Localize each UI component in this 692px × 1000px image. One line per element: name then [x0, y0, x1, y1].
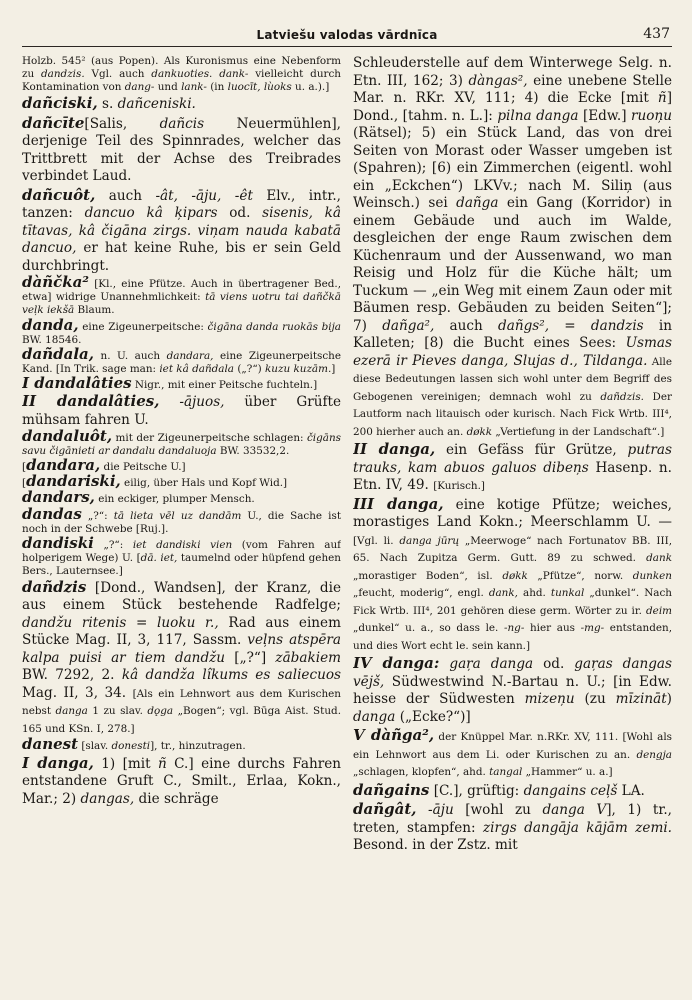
left-column — [22, 55, 341, 856]
definition-text: mit der Zigeunerpeitsche schlagen: — [112, 432, 307, 445]
etymology-note: [Kurisch.] — [433, 480, 485, 492]
dictionary-entry — [353, 655, 672, 726]
headword: III danga, — [353, 494, 444, 513]
example-text: gaŗas dangas vējš, — [353, 656, 672, 690]
etymology-note: [Als ein Lehnwort aus dem Kurischen nebst — [22, 687, 341, 718]
example-text: pilna danga — [497, 107, 579, 124]
definition-text: [slav. — [78, 740, 112, 753]
example-text: dandzis. — [41, 68, 85, 81]
definition-text: auch — [95, 187, 156, 204]
etymology-note: „dunkel“ u. a., so dass le. — [353, 622, 504, 634]
dictionary-entry — [22, 55, 341, 94]
headword: danda, — [22, 315, 79, 334]
definition-text: Schleuderstelle auf dem Winterwege Selg. n. Etn. III, 162; 3) — [353, 55, 672, 89]
definition-text: er hat keine Ruhe, bis er sein Geld durchbringt. — [22, 240, 341, 274]
example-text: iet dandiski vien — [132, 538, 233, 551]
definition-text: Südwestwind N.-Bartau n. U.; [in Edw. heisse der Südwesten — [353, 673, 672, 707]
definition-text: auch — [434, 317, 499, 334]
example-text: dā. iet, — [140, 551, 178, 564]
example-text: Usmas ezerā ir Pieves danga, Slujas d., Tildanga. — [353, 335, 672, 369]
headword: dañcuôt, — [22, 185, 96, 204]
example-text: kâ dandža lîkums es saliecuos — [121, 667, 341, 684]
etymology-form: dunken — [632, 569, 672, 582]
example-text: -ājuos, — [179, 394, 225, 411]
etymology-note: [Vgl. li. — [353, 534, 400, 547]
headword: II danga, — [353, 440, 436, 458]
definition-text: [Salis, — [84, 115, 160, 132]
headword: dandas — [22, 504, 82, 523]
headword: I dandalâties — [22, 373, 132, 392]
example-text: zirgs dangāja kājām zemi. — [483, 819, 672, 836]
etymology-note: „feucht, moderig“, engl. — [353, 587, 489, 599]
headword: IV danga: — [353, 654, 440, 672]
definition-text: [ — [22, 477, 27, 490]
etymology-note: „schlagen, klopfen“, ahd. — [353, 766, 490, 778]
running-title: Latviešu valodas vārdnīca — [256, 28, 438, 42]
etymology-form: tangal — [489, 766, 523, 778]
example-text: luocīt, lùoks — [227, 81, 292, 94]
definition-text: ], tr., hinzutragen. — [150, 740, 246, 753]
example-text: zābakiem — [275, 649, 341, 666]
etymology-note: entstanden, und dies Wort echt le. sein kann.] — [353, 622, 672, 652]
example-text: lank- — [181, 81, 207, 94]
definition-text: (vom Fahren auf holperigem Wege) U. [ — [22, 538, 341, 564]
etymology-form: danga jūrų — [399, 534, 460, 547]
etymology-note: „Meerwoge“ nach Fortunatov BB. III, 65. Nach Zupitza Germ. Gutt. 89 zu schwed. — [353, 534, 672, 564]
etymology-form: dank — [646, 552, 672, 564]
definition-text: eine Zigeunerpeitsche: — [78, 320, 208, 333]
dictionary-entry — [353, 441, 672, 495]
definition-text: über Grüfte mühsam fahren U. — [22, 394, 341, 428]
definition-text: ein Gefäss für Grütze, — [435, 442, 628, 458]
definition-text: vielleicht durch Kontamination von — [22, 68, 341, 94]
example-text: ñ — [657, 90, 667, 106]
dictionary-entry — [22, 504, 341, 536]
headword: dàñčka² — [22, 273, 89, 292]
definition-text: LA. — [617, 782, 645, 799]
etymology-form: dengja — [636, 748, 672, 761]
definition-text: n. U. auch — [93, 349, 167, 362]
definition-text: Blaum. — [74, 304, 115, 317]
definition-text: s. — [97, 96, 118, 113]
example-text: iet kâ dañdala — [159, 362, 235, 375]
definition-text: („?“) — [234, 362, 265, 375]
dictionary-entry — [22, 755, 341, 809]
headword: dandaluôt, — [22, 427, 113, 446]
example-text: dandara, — [166, 349, 214, 362]
definition-text: od. — [533, 656, 575, 672]
definition-text: die Peitsche U.] — [100, 461, 186, 474]
definition-text: Holzb. 545² (aus Popen). Als Kuronismus eine Nebenform zu — [22, 55, 341, 81]
definition-text: ] Dond., [tahm. n. L.]: — [353, 90, 672, 124]
example-text: dañcis — [159, 115, 205, 132]
headword: V dàñga², — [353, 726, 435, 744]
definition-text: u. a.).] — [291, 81, 330, 94]
dictionary-entry — [22, 735, 341, 754]
dictionary-entry — [22, 315, 341, 347]
headword: dañgains — [353, 780, 430, 799]
definition-text: BW. 33532,2. — [216, 445, 290, 458]
headword: dandariski, — [26, 472, 121, 491]
definition-text: Rad aus einem Stücke Mag. II, 3, 117, Sassm. — [22, 614, 341, 649]
etymology-form: dǫga — [147, 705, 174, 718]
definition-text: [ — [22, 461, 27, 474]
example-text: tā viens uotru tai dañčkā veļk iekšā — [22, 291, 341, 317]
definition-text: ein Gang (Korridor) in einem Gebäude und auch im Walde, desgleichen der enge Raum zwischen dem Küchenraum und der Aussenwand, wo man Reisig und Holz für die Küche hält; um Tuckum — „ein Weg mit einem Zaun oder mit Bäumen resp. Gebäuden zu beiden Seiten“]; 7) — [353, 195, 672, 334]
definition-text: und — [154, 81, 182, 94]
definition-text: BW. 18546. — [22, 333, 82, 346]
definition-text: (zu — [574, 691, 616, 707]
etymology-form: tunkal — [550, 587, 585, 599]
dictionary-entry — [22, 393, 341, 429]
dictionary-entry — [22, 115, 341, 186]
example-text: kuzu kuzām. — [265, 362, 332, 375]
definition-text — [439, 656, 449, 672]
definition-text: eine Zigeunerpeitsche Kand. [In Trik. sage man: — [22, 349, 341, 375]
definition-text: „?“: — [93, 538, 133, 551]
definition-text: Hasenp. n. Etn. IV, 49. — [353, 459, 672, 493]
etymology-form: dañdzis. — [600, 390, 644, 403]
etymology-note: „Vertiefung in der Landschaft“.] — [492, 425, 665, 438]
definition-text: ], 1) tr., treten, stampfen: — [353, 802, 672, 836]
definition-text: [Dond., Wandsen], der Kranz, die aus einem Stück bestehende Radfelge; — [22, 579, 341, 614]
definition-text: eilig, über Hals und Kopf Wid.] — [120, 477, 288, 490]
example-text: danga V — [542, 802, 607, 818]
headword: dandars, — [22, 488, 95, 507]
headword: dañdala, — [22, 344, 94, 363]
example-text: dañga — [456, 195, 499, 211]
example-text: dangas, — [80, 790, 135, 807]
page-number: 437 — [643, 26, 670, 42]
headword: dañcīte — [22, 113, 85, 132]
example-text: čigāna danda ruokās bija — [207, 320, 341, 333]
example-text: dañgs², = dandzis — [498, 317, 644, 334]
definition-text: taumelnd oder hüpfend gehen Bers., Lauternsee.] — [22, 551, 341, 577]
etymology-note: „dunkel“. Nach Fick Wrtb. III⁴, 201 gehören diese germ. Wörter zu ir. — [353, 587, 672, 617]
etymology-form: dank, — [488, 587, 518, 599]
page-header — [22, 24, 672, 47]
etymology-note: Der Lautform nach litauisch oder kurisch. Nach Fick Wrtb. III⁴, 200 hierher auch an. — [353, 390, 672, 438]
definition-text: die schräge — [134, 790, 219, 807]
etymology-note: 1 zu slav. — [87, 705, 148, 718]
etymology-note: hier aus — [524, 622, 581, 634]
definition-text: [Kl., eine Pfütze. Auch in übertragener Bed., etwa] widrige Unannehmlichkeit: — [22, 278, 341, 304]
etymology-note: ahd. — [517, 587, 551, 599]
definition-text: Mag. II, 3, 34. — [22, 684, 133, 701]
example-text: donesti — [111, 740, 151, 753]
definition-text: [Edw.] — [578, 107, 632, 124]
example-text: ñ — [157, 755, 167, 772]
definition-text: ) — [666, 691, 672, 707]
etymology-form: danga — [55, 705, 88, 718]
right-column — [353, 55, 672, 856]
dictionary-entry — [353, 55, 672, 440]
example-text: tā lieta vēl uz dandām — [113, 509, 242, 522]
example-text: ruoņu — [631, 107, 672, 124]
headword: I danga, — [22, 753, 94, 772]
example-text: mizeņu — [524, 691, 575, 707]
dictionary-entry — [353, 727, 672, 781]
etymology-form: -ng- — [503, 622, 525, 634]
etymology-form: -mg- — [580, 622, 605, 634]
headword: II dandalâties, — [22, 392, 160, 411]
example-text: danga — [353, 708, 396, 725]
definition-text: in Kalleten; [8) die Bucht eines Sees: — [353, 317, 672, 351]
dictionary-entry — [22, 187, 341, 276]
definition-text: Elv., intr., tanzen: — [22, 187, 341, 222]
dictionary-entry — [353, 782, 672, 801]
definition-text — [159, 394, 179, 410]
definition-text: 1) [mit — [93, 755, 158, 772]
example-text: dandžu ritenis = luoku r., — [22, 614, 219, 631]
headword: dandara, — [26, 456, 101, 475]
definition-text: [wohl zu — [453, 802, 543, 818]
etymology-note: „Bogen“; vgl. Būga Aist. Stud. 165 und KSn. I, 278.] — [22, 705, 341, 735]
definition-text: ein eckiger, plumper Mensch. — [94, 493, 255, 506]
dictionary-entry — [353, 801, 672, 855]
definition-text: (Rätsel); 5) ein Stück Land, das von drei Seiten von Morast oder Wasser umgeben ist (Spahren); [6) ein Zimmerchen (eigentl. wohl ein „Eckchen“) LKVv.; nach M. Siliņ (aus Weinsch.) sei — [353, 125, 672, 211]
example-text: dancuo kâ ķipars — [84, 205, 218, 222]
definition-text: ] — [331, 362, 336, 375]
etymology-note: „Hammer“ u. a.] — [522, 766, 613, 778]
definition-text: Neuermühlen], derjenige Teil des Spinnrades, welcher das Trittbrett mit der Achse des Treibrades verbindet Laud. — [22, 115, 341, 185]
example-text: sisenis, kâ tītavas, kâ čigāna zirgs. viņam nauda kabatā dancuo, — [22, 205, 341, 257]
definition-text: C.] eine durchs Fahren entstandene Gruft C., Smilt., Erlaa, Kokn., Mar.; 2) — [22, 755, 341, 807]
headword: dañciski, — [22, 94, 98, 113]
example-text: dangains ceļš — [523, 782, 618, 799]
definition-text: Nigr., mit einer Peitsche fuchteln.] — [131, 378, 318, 391]
headword: dañdzis — [22, 577, 87, 596]
example-text: dankuoties. dank- — [151, 68, 249, 81]
definition-text: (in — [206, 81, 228, 94]
definition-text: od. — [217, 205, 263, 222]
dictionary-entry — [22, 95, 341, 114]
definition-text: („Ecke?“)] — [395, 708, 471, 725]
dictionary-entry — [22, 579, 341, 738]
etymology-note: der Knüppel Mar. n.RKr. XV, 111. [Wohl als ein Lehnwort aus dem Li. oder Kurischen zu an. — [353, 731, 672, 761]
example-text: -ât, -āju, -êt — [155, 187, 253, 204]
dictionary-entry — [22, 533, 341, 578]
example-text: veļns atspēra kalpa puisi ar tiem dandžu — [22, 632, 341, 666]
dictionary-entry — [22, 344, 341, 376]
definition-text: BW. 7292, 2. — [22, 667, 122, 684]
example-text: gaŗa danga — [449, 656, 534, 672]
definition-text: Vgl. auch — [84, 68, 152, 81]
etymology-note: „Pfütze“, norw. — [527, 569, 633, 582]
example-text: dañceniski. — [117, 96, 196, 113]
dictionary-entry — [22, 273, 341, 317]
example-text: putras trauks, kam abuos galuos dibeņs — [353, 442, 672, 476]
definition-text: U., die Sache ist noch in der Schwebe [Ruj.]. — [22, 509, 341, 535]
headword: dandiski — [22, 533, 94, 552]
dictionary-entry — [353, 496, 672, 655]
etymology-form: deim — [646, 604, 672, 617]
example-text: dang- — [124, 81, 155, 94]
dictionary-entry — [22, 427, 341, 458]
dictionary-entry — [22, 373, 341, 392]
headword: dañgât, — [353, 800, 417, 818]
example-text: dàngas², — [468, 72, 528, 89]
definition-text: „?“: — [81, 509, 114, 522]
definition-text: eine unebene Stelle Mar. n. RKr. XV, 111; 4) die Ecke [mit — [353, 72, 672, 106]
definition-text: eine kotige Pfütze; weiches, morastiges Land Kokn.; Meerschlamm U. — — [353, 496, 672, 530]
etymology-form: døkk — [502, 569, 528, 582]
definition-text: [C.], grüftig: — [429, 782, 524, 799]
example-text: dañga², — [382, 317, 435, 334]
definition-text: Besond. in der Zstz. mit — [353, 837, 518, 853]
etymology-note: Alle diese Bedeutungen lassen sich wohl unter dem Begriff des Gebogenen vereinigen; demnach wohl zu — [353, 355, 672, 403]
two-column-body — [22, 55, 672, 856]
example-text: mīzināt — [615, 691, 667, 707]
definition-text: [„?“] — [225, 649, 276, 666]
etymology-note: „morastiger Boden“, isl. — [353, 569, 503, 582]
example-text: čigāns savu čigānieti ar dandalu dandaluoja — [22, 432, 341, 458]
definition-text — [416, 802, 428, 818]
example-text: -āju — [428, 802, 454, 818]
headword: danest — [22, 735, 79, 754]
etymology-form: døkk — [466, 425, 493, 438]
